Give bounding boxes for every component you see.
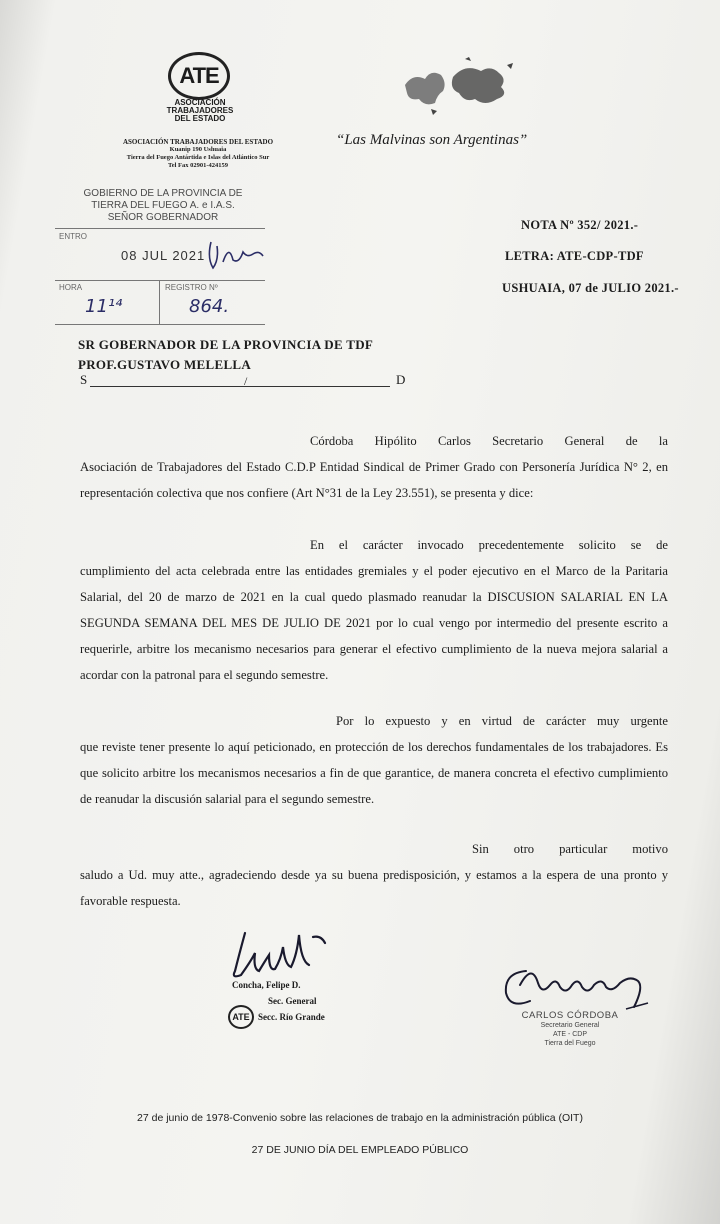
signatory-right-name: CARLOS CÓRDOBA [521,1010,619,1021]
ate-logo [168,52,230,100]
entro-label: ENTRO [59,232,87,241]
signatory-right-place: Tierra del Fuego [544,1040,596,1047]
receiver-initials-icon [205,238,267,272]
letra: LETRA: ATE-CDP-TDF [505,249,644,263]
ate-logo-text: ATE [179,63,219,88]
ate-logo-caption [150,99,250,123]
ate-seal-text: ATE [232,1012,250,1022]
stamp-divider [55,324,265,325]
malvinas-map-icon [395,55,525,120]
paragraph-1 [80,428,668,506]
signatory-left-role: Sec. General [268,996,317,1006]
stamp-head-line: GOBIERNO DE LA PROVINCIA DE [83,188,243,199]
registro-value: 864. [189,296,230,317]
signature-concha-icon [225,925,335,985]
salutation-d: D [396,372,406,387]
salutation-line [90,386,390,387]
footer-line1: 27 de junio de 1978-Convenio sobre las relaciones de trabajo en la administración pública (OIT) [137,1112,583,1124]
place-date: USHUAIA, 07 de JULIO 2021.- [502,281,679,295]
stamp-head-line: TIERRA DEL FUEGO A. e I.A.S. [91,200,235,211]
signatory-left-name: Concha, Felipe D. [232,980,301,990]
ate-seal-icon [228,1005,254,1029]
addressee-line1: SR GOBERNADOR DE LA PROVINCIA DE TDF [78,337,374,352]
assoc-line: Kuanip 190 Ushuaia [169,146,227,153]
paragraph-3 [80,708,668,812]
paragraph-2-body: cumplimiento del acta celebrada entre las entidades gremiales y el poder ejecutivo en el Marco de la Paritaria Salarial, del 20 de marzo de 2021 en la cual quedo plasmado reanudar la DISCUSION SALARIAL EN LA SEGUNDA SEMANA DEL MES DE JULIO DE 2021 por lo cual vengo por intermedio del presente escrito a requerirle, arbitre los mecanismo necesarios para generar el efectivo cumplimiento de la nueva mejora salarial a acordar con la patronal para el segundo semestre. [80,564,668,682]
assoc-line: Tierra del Fuego Antártida e Islas del Atlántico Sur [126,154,270,161]
assoc-line: Tel Fax 02901-424159 [167,162,229,169]
footer-line2: 27 DE JUNIO DÍA DEL EMPLEADO PÚBLICO [251,1144,469,1156]
nota-number: NOTA Nº 352/ 2021.- [521,218,639,232]
paragraph-2-first-line: En el carácter invocado precedentemente solicito se de [310,538,668,552]
paragraph-4-body: saludo a Ud. muy atte., agradeciendo desde ya su buena predisposición, y estamos a la espera de una pronto y favorable respuesta. [80,868,668,908]
logo-caption-line: ASOCIACIÓN [174,98,226,107]
hora-label: HORA [59,283,83,292]
slogan: “Las Malvinas son Argentinas” [336,132,528,148]
signatory-right-org: ATE - CDP [552,1031,588,1038]
paragraph-4 [80,836,668,914]
logo-caption-line: TRABAJADORES [166,106,234,115]
logo-caption-line: DEL ESTADO [174,114,226,123]
stamp-date: 08 JUL 2021 [121,248,206,263]
stamp-col-divider [159,280,160,324]
paragraph-3-first-line: Por lo expuesto y en virtud de carácter muy urgente [336,714,668,728]
assoc-line: ASOCIACIÓN TRABAJADORES DEL ESTADO [122,138,274,146]
stamp-heading [63,188,263,224]
stamp-head-line: SEÑOR GOBERNADOR [107,212,219,223]
salutation-s: S [80,372,88,387]
addressee-line2: PROF.GUSTAVO MELELLA [78,357,252,372]
paragraph-1-body: Asociación de Trabajadores del Estado C.D.P Entidad Sindical de Primer Grado con Personería Jurídica N° 2, en representación colectiva que nos confiere (Art N°31 de la Ley 23.551), se presenta y dice: [80,460,668,500]
stamp-divider [55,280,265,281]
signature-cordoba-icon [498,955,658,1017]
registro-label: REGISTRO Nº [165,283,218,292]
reception-stamp [55,184,270,324]
paragraph-1-first-line: Córdoba Hipólito Carlos Secretario General de la [310,434,668,448]
paragraph-4-first-line: Sin otro particular motivo [472,842,668,856]
salutation-slash: / [244,374,248,388]
paragraph-3-body: que reviste tener presente lo aquí peticionado, en protección de los derechos fundamentales de los trabajadores. Es que solicito arbitre los mecanismos necesarios a fin de que garantice, de manera concreta el efectivo cumplimiento de reanudar la discusión salarial para el segundo semestre. [80,740,668,806]
stamp-divider [55,228,265,229]
signatory-left-section: Secc. Río Grande [258,1012,325,1022]
hora-value: 11¹⁴ [85,296,123,317]
association-info [90,138,306,170]
paragraph-2 [80,532,668,688]
signatory-right-role: Secretario General [540,1022,600,1029]
